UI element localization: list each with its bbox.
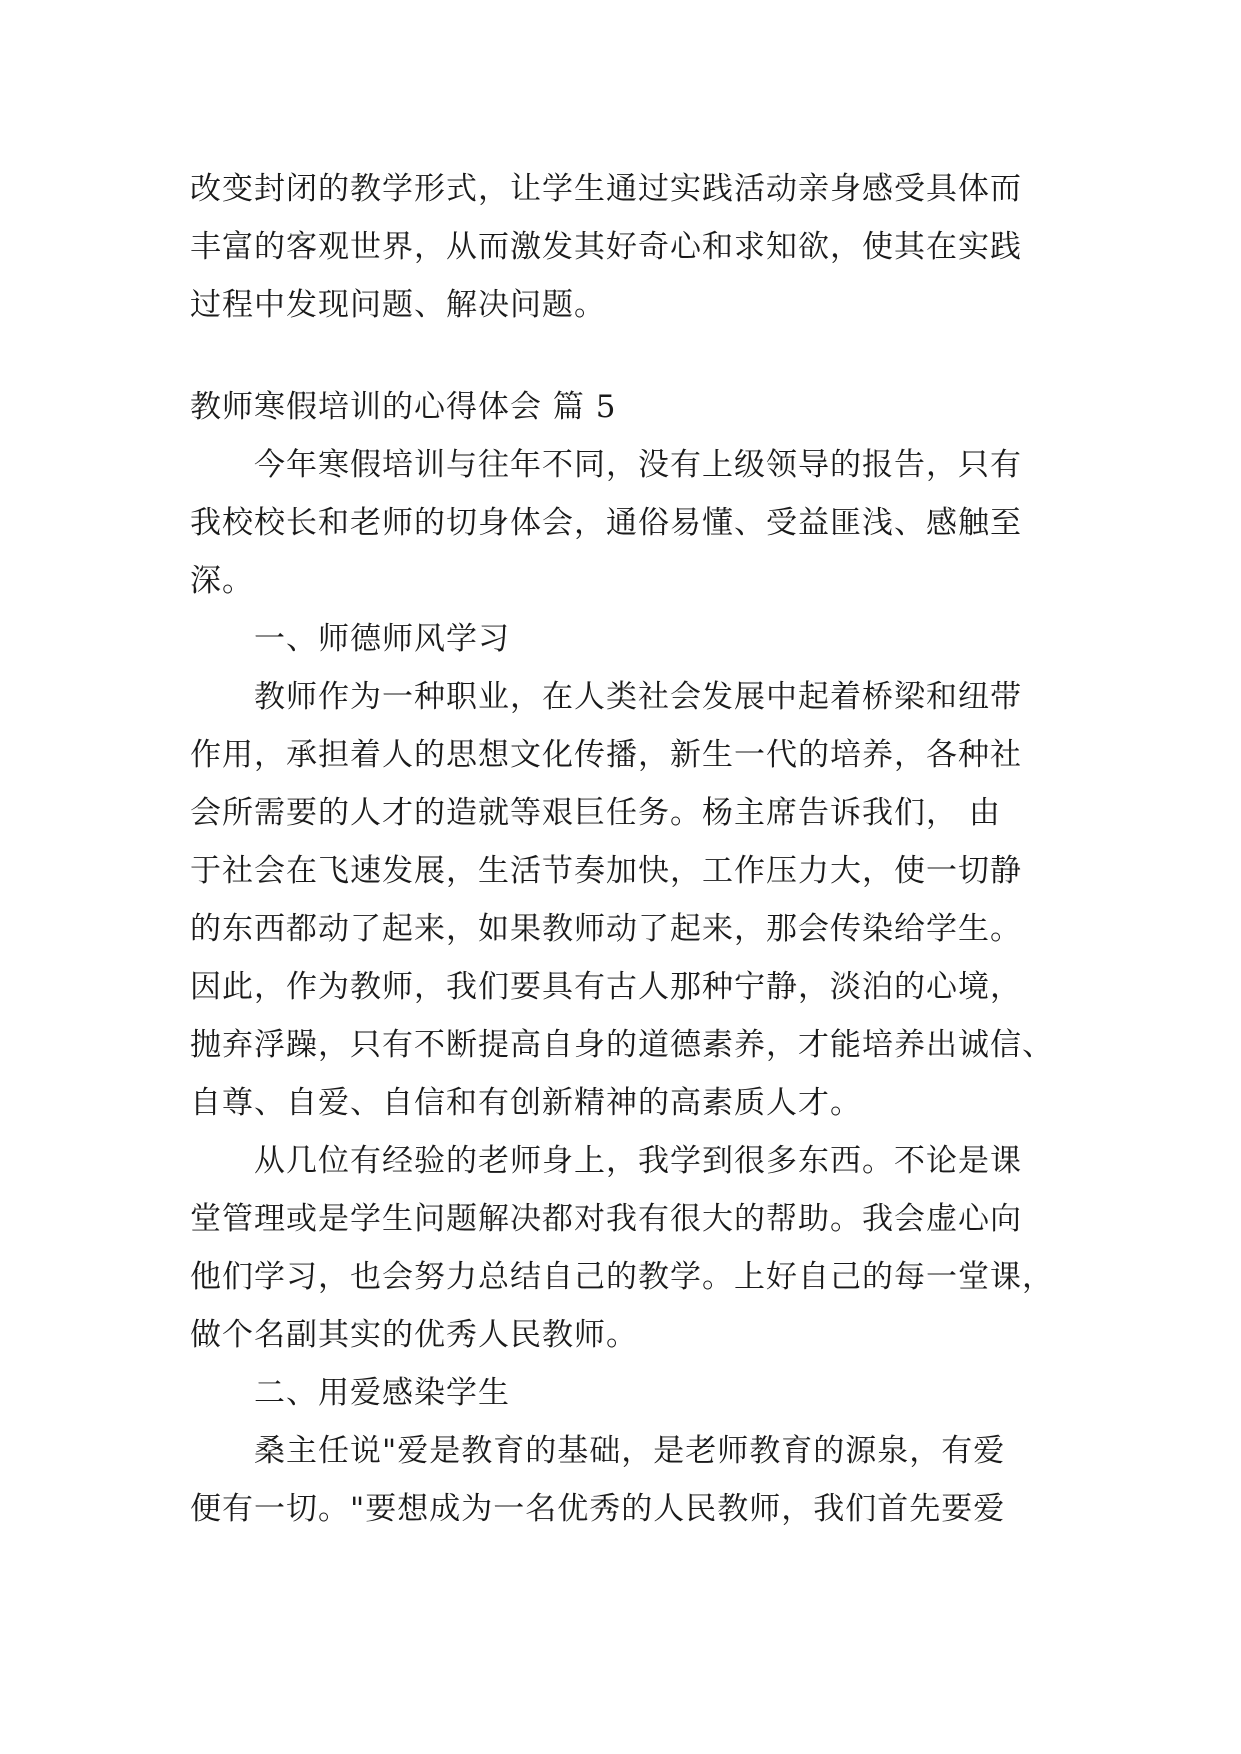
paragraph-line: 深。 <box>190 563 254 599</box>
paragraph-line: 因此，作为教师，我们要具有古人那种宁静，淡泊的心境， <box>190 969 1022 1005</box>
paragraph-line: 教师作为一种职业，在人类社会发展中起着桥梁和纽带 <box>254 679 1022 715</box>
paragraph-line: 堂管理或是学生问题解决都对我有很大的帮助。我会虚心向 <box>190 1201 1022 1237</box>
paragraph-line: 我校校长和老师的切身体会，通俗易懂、受益匪浅、感触至 <box>190 505 1022 541</box>
paragraph-line: 抛弃浮躁，只有不断提高自身的道德素养，才能培养出诚信、 <box>190 1027 1054 1063</box>
paragraph-line: 今年寒假培训与往年不同，没有上级领导的报告，只有 <box>254 447 1022 483</box>
paragraph-line: 从几位有经验的老师身上，我学到很多东西。不论是课 <box>254 1143 1022 1179</box>
paragraph-line: 会所需要的人才的造就等艰巨任务。杨主席告诉我们， 由 <box>190 795 1001 831</box>
subsection-heading: 二、用爱感染学生 <box>254 1375 510 1411</box>
document-body <box>190 160 1060 1538</box>
paragraph-line: 于社会在飞速发展，生活节奏加快，工作压力大，使一切静 <box>190 853 1022 889</box>
paragraph-line: 便有一切。"要想成为一名优秀的人民教师，我们首先要爱 <box>190 1491 1006 1527</box>
paragraph-line: 作用，承担着人的思想文化传播，新生一代的培养，各种社 <box>190 737 1022 773</box>
section-title: 教师寒假培训的心得体会 篇 5 <box>190 389 617 425</box>
paragraph-line: 改变封闭的教学形式，让学生通过实践活动亲身感受具体而 <box>190 171 1022 207</box>
paragraph-line: 桑主任说"爱是教育的基础，是老师教育的源泉，有爱 <box>254 1433 1006 1469</box>
paragraph-line: 丰富的客观世界，从而激发其好奇心和求知欲，使其在实践 <box>190 229 1022 265</box>
paragraph-line: 他们学习，也会努力总结自己的教学。上好自己的每一堂课， <box>190 1259 1054 1295</box>
paragraph-line: 自尊、自爱、自信和有创新精神的高素质人才。 <box>190 1085 862 1121</box>
subsection-heading: 一、师德师风学习 <box>254 621 510 657</box>
paragraph-line: 的东西都动了起来，如果教师动了起来，那会传染给学生。 <box>190 911 1022 947</box>
paragraph-line: 过程中发现问题、解决问题。 <box>190 287 606 323</box>
section-gap <box>190 334 1060 378</box>
paragraph-line: 做个名副其实的优秀人民教师。 <box>190 1317 638 1353</box>
